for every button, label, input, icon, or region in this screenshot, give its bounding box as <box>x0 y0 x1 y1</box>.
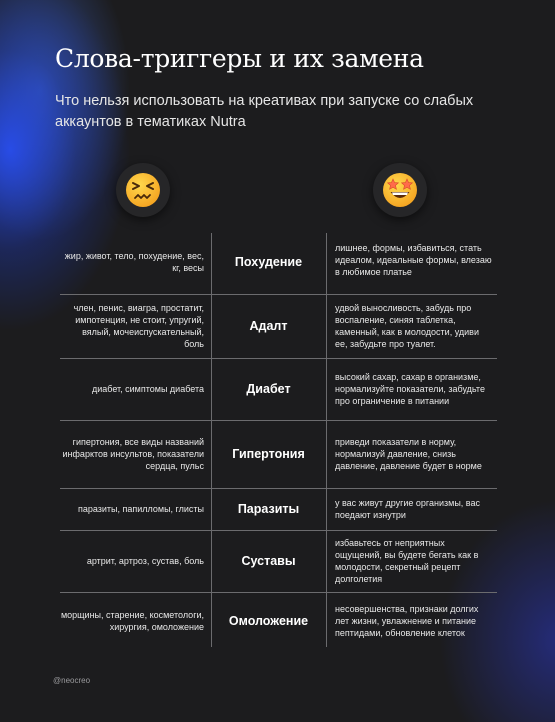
banned-words-cell: гипертония, все виды названий инфарктов инсультов, показатели сердца, пульс <box>62 437 204 471</box>
star-struck-face-icon <box>373 163 427 217</box>
replacement-words-cell: несовершенства, признаки долгих лет жизни, увлажнение и питание пептидами, обновление клеток <box>335 604 479 638</box>
replacement-words-cell: лишнее, формы, избавиться, стать идеалом, идеальные формы, влезаю в любимое платье <box>335 243 492 277</box>
banned-words-cell: жир, живот, тело, похудение, вес, кг, весы <box>64 251 204 273</box>
banned-words-cell: диабет, симптомы диабета <box>91 384 204 394</box>
row-separator <box>60 592 497 593</box>
row-separator <box>60 420 497 421</box>
category-cell: Омоложение <box>228 614 309 628</box>
banned-words-cell: артрит, артроз, сустав, боль <box>86 556 204 566</box>
page-subtitle: Что нельзя использовать на креативах при запуске со слабых аккаунтов в тематиках Nutra <box>55 93 474 130</box>
category-cell: Гипертония <box>232 447 305 461</box>
row-separator <box>60 530 497 531</box>
category-cell: Похудение <box>234 255 303 269</box>
replacement-words-cell: у вас живут другие организмы, вас поедают изнутри <box>335 498 480 520</box>
row-separator <box>60 294 497 295</box>
replacement-words-cell: приведи показатели в норму, нормализуй давление, снизь давление, давление будет в норме <box>335 437 482 471</box>
category-cell: Диабет <box>246 382 291 396</box>
category-cell: Паразиты <box>237 502 300 516</box>
table-divider-right <box>326 233 327 647</box>
replacement-words-cell: высокий сахар, сахар в организме, нормализуйте показатели, забудьте про ограничение в питании <box>335 372 485 406</box>
banned-words-cell: паразиты, папилломы, глисты <box>77 504 204 514</box>
row-separator <box>60 488 497 489</box>
category-cell: Адалт <box>249 319 288 333</box>
row-separator <box>60 358 497 359</box>
replacement-words-cell: избавьтесь от неприятных ощущений, вы будете бегать как в молодости, секретный рецепт долголетия <box>335 538 479 584</box>
category-cell: Суставы <box>241 554 296 568</box>
replacement-words-cell: удвой выносливость, забудь про воспаление, синяя таблетка, каменный, как в молодости, удиви ее, забудьте про туалет. <box>335 303 479 349</box>
banned-words-cell: морщины, старение, косметологи, хирургия, омоложение <box>60 610 204 632</box>
brand-footer: @neocreo <box>53 676 91 685</box>
page-title: Слова-триггеры и их замена <box>55 44 424 73</box>
banned-words-cell: член, пенис, виагра, простатит, импотенция, не стоит, упругий, вялый, мочеиспускательный, боль <box>73 303 204 349</box>
confounded-face-icon <box>116 163 170 217</box>
